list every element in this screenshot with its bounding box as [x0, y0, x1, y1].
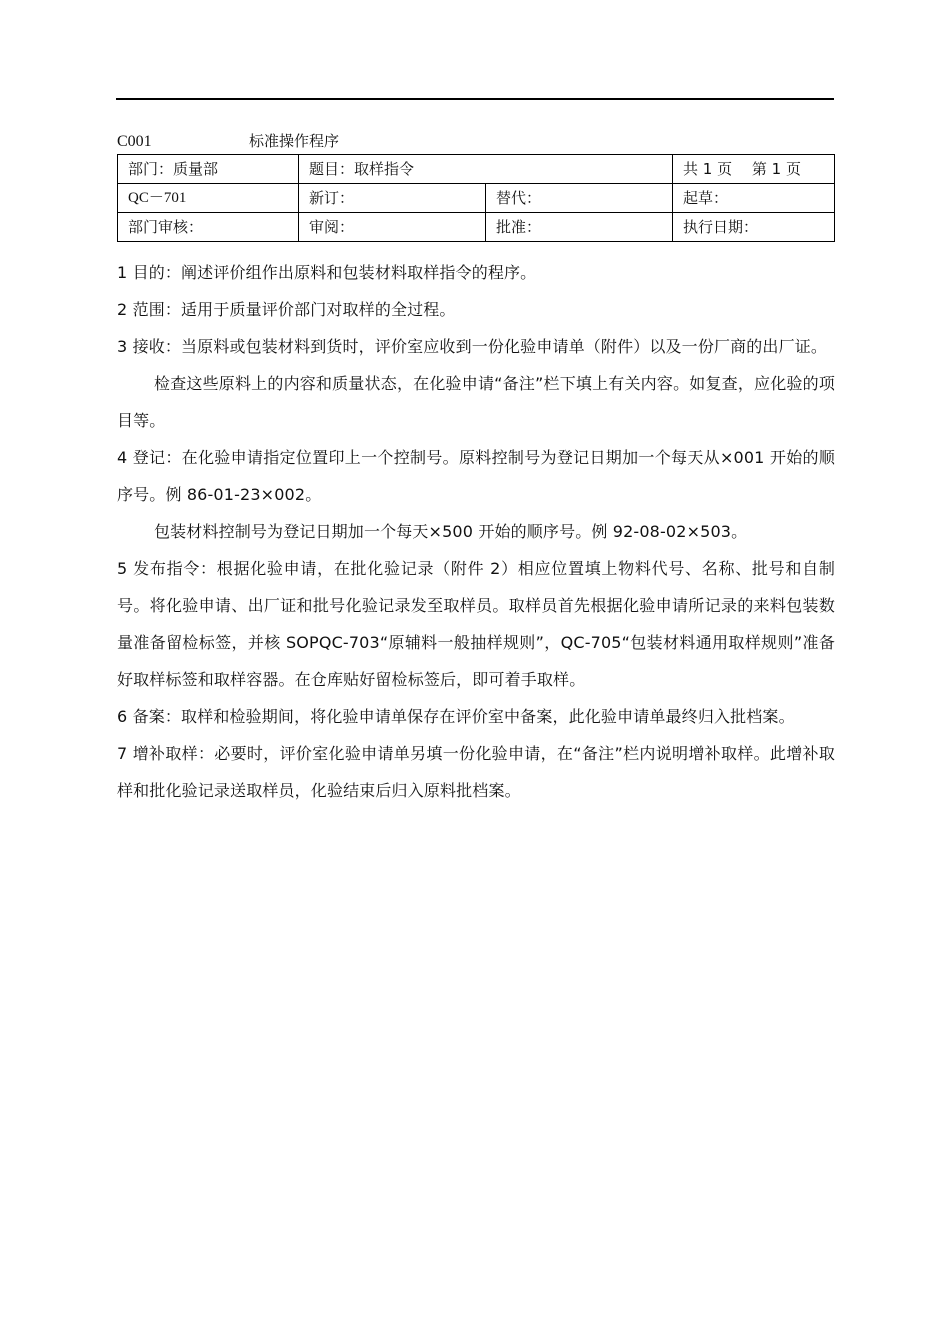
info-row-2 [118, 184, 835, 213]
top-rule [116, 98, 834, 100]
revised-cell: 新订： [299, 184, 486, 213]
document-info-table [117, 154, 835, 242]
section-registration-packaging: 包装材料控制号为登记日期加一个每天×500 开始的顺序号。例 92-08-02×503。 [154, 522, 748, 541]
info-row-1 [118, 155, 835, 184]
review-cell: 审阅： [299, 213, 486, 242]
document-number-cell: QC－701 [118, 184, 299, 213]
document-body [117, 254, 835, 809]
replaces-cell: 替代： [486, 184, 673, 213]
document-code: C001 [117, 133, 152, 150]
section-issue-instruction: 5 发布指令：根据化验申请，在批化验记录（附件 2）相应位置填上物料代号、名称、批号和自制号。将化验申请、出厂证和批号化验记录发至取样员。取样员首先根据化验申请所记录的来料包装数量准备留检标签，并核 SOPQC-703“原辅料一般抽样规则”，QC-705“包装材料通用取样规则”准备好取样标签和取样容器。在仓库贴好留检标签后，即可着手取样。 [117, 559, 835, 689]
section-filing: 6 备案：取样和检验期间，将化验申请单保存在评价室中备案，此化验申请单最终归入批档案。 [117, 707, 795, 726]
section-supplementary-sampling: 7 增补取样：必要时，评价室化验申请单另填一份化验申请，在“备注”栏内说明增补取样。此增补取样和批化验记录送取样员，化验结束后归入原料批档案。 [117, 744, 835, 800]
section-registration: 4 登记：在化验申请指定位置印上一个控制号。原料控制号为登记日期加一个每天从×001 开始的顺序号。例 86-01-23×002。 [117, 448, 835, 504]
pages-cell: 共 1 页 第 1 页 [673, 155, 835, 184]
title-cell: 题目：取样指令 [299, 155, 673, 184]
department-cell: 部门：质量部 [118, 155, 299, 184]
section-receiving: 3 接收：当原料或包装材料到货时，评价室应收到一份化验申请单（附件）以及一份厂商的出厂证。 [117, 337, 828, 356]
approve-cell: 批准： [486, 213, 673, 242]
effective-date-cell: 执行日期： [673, 213, 835, 242]
document-header [117, 131, 339, 151]
section-purpose: 1 目的：阐述评价组作出原料和包装材料取样指令的程序。 [117, 263, 537, 282]
info-row-3 [118, 213, 835, 242]
drafted-cell: 起草： [673, 184, 835, 213]
section-receiving-check: 检查这些原料上的内容和质量状态，在化验申请“备注”栏下填上有关内容。如复查，应化验的项目等。 [117, 374, 835, 430]
document-type: 标准操作程序 [249, 132, 340, 150]
department-review-cell: 部门审核： [118, 213, 299, 242]
section-scope: 2 范围：适用于质量评价部门对取样的全过程。 [117, 300, 456, 319]
